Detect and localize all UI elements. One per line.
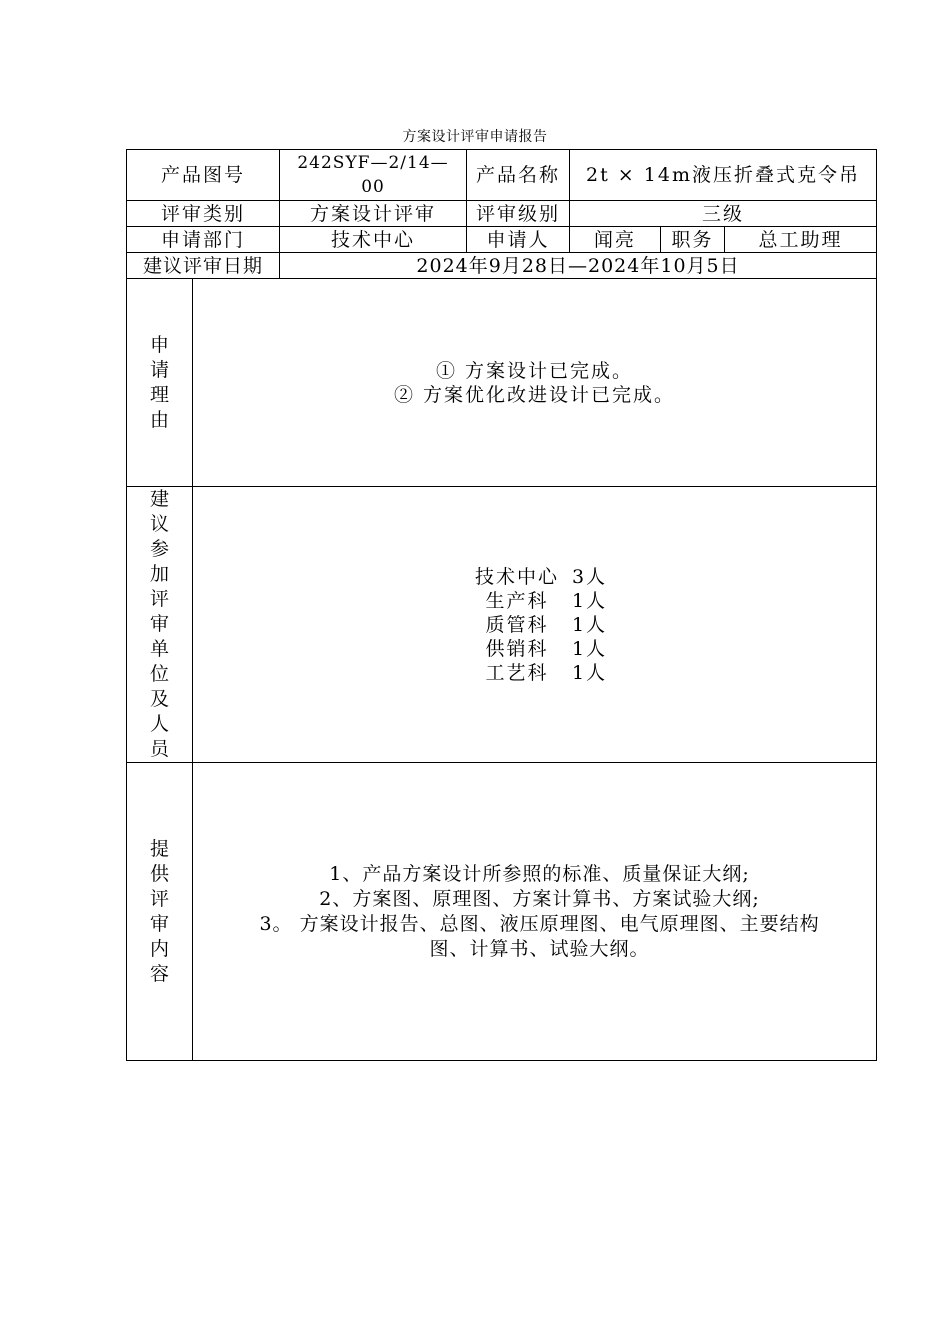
label-product-drawing-no: 产品图号 <box>127 150 280 201</box>
label-contents-text: 提供评审内容 <box>150 837 172 985</box>
label-position: 职务 <box>661 227 725 253</box>
row-applicant <box>127 227 877 253</box>
participant-count: 3人 <box>571 565 608 588</box>
participant-row <box>193 565 876 589</box>
review-category-value: 方案设计评审 <box>280 201 467 227</box>
document-title: 方案设计评审申请报告 <box>402 129 548 145</box>
position-value: 总工助理 <box>725 227 877 253</box>
product-name-value: 2t × 14m液压折叠式克令吊 <box>570 150 877 201</box>
applicant-value: 闻亮 <box>570 227 661 253</box>
label-review-category: 评审类别 <box>127 201 280 227</box>
label-review-level: 评审级别 <box>467 201 570 227</box>
label-reason <box>127 279 193 487</box>
reason-content <box>193 279 877 487</box>
reason-item: ② 方案优化改进设计已完成。 <box>393 383 676 406</box>
participant-row <box>193 589 876 613</box>
suggested-review-date-value: 2024年9月28日—2024年10月5日 <box>280 253 877 279</box>
product-drawing-no-value <box>280 150 467 201</box>
participant-dept: 工艺科 <box>485 661 549 684</box>
row-review-category <box>127 201 877 227</box>
content-item: 3。 方案设计报告、总图、液压原理图、电气原理图、主要结构 <box>259 912 820 935</box>
review-level-value: 三级 <box>570 201 877 227</box>
participant-dept: 生产科 <box>485 589 549 612</box>
label-applicant: 申请人 <box>467 227 570 253</box>
participant-count: 1人 <box>571 661 608 684</box>
review-application-form <box>126 149 877 1061</box>
label-participants <box>127 487 193 763</box>
applying-dept-value: 技术中心 <box>280 227 467 253</box>
label-applying-dept: 申请部门 <box>127 227 280 253</box>
label-participants-text: 建议参加评审单位及人员 <box>150 488 172 760</box>
label-contents <box>127 763 193 1061</box>
row-contents <box>127 763 877 1061</box>
reason-item: ① 方案设计已完成。 <box>435 359 634 382</box>
participants-content <box>193 487 877 763</box>
row-participants <box>127 487 877 763</box>
participant-count: 1人 <box>571 613 608 636</box>
content-item: 2、方案图、原理图、方案计算书、方案试验大纲; <box>319 887 760 910</box>
participant-row <box>193 613 876 637</box>
label-suggested-review-date: 建议评审日期 <box>127 253 280 279</box>
participant-dept: 技术中心 <box>474 565 559 588</box>
contents-content <box>193 763 877 1061</box>
row-product <box>127 150 877 201</box>
product-drawing-no-line2: 00 <box>361 177 385 197</box>
participant-count: 1人 <box>571 637 608 660</box>
participant-count: 1人 <box>571 589 608 612</box>
participant-row <box>193 661 876 685</box>
participant-dept: 质管科 <box>485 613 549 636</box>
row-review-date <box>127 253 877 279</box>
label-reason-text: 申请理由 <box>150 333 172 431</box>
content-item: 1、产品方案设计所参照的标准、质量保证大纲; <box>329 862 750 885</box>
content-item: 图、计算书、试验大纲。 <box>429 937 650 960</box>
participant-dept: 供销科 <box>485 637 549 660</box>
participant-row <box>193 637 876 661</box>
row-reason <box>127 279 877 487</box>
product-drawing-no-line1: 242SYF—2/14— <box>297 153 449 173</box>
label-product-name: 产品名称 <box>467 150 570 201</box>
